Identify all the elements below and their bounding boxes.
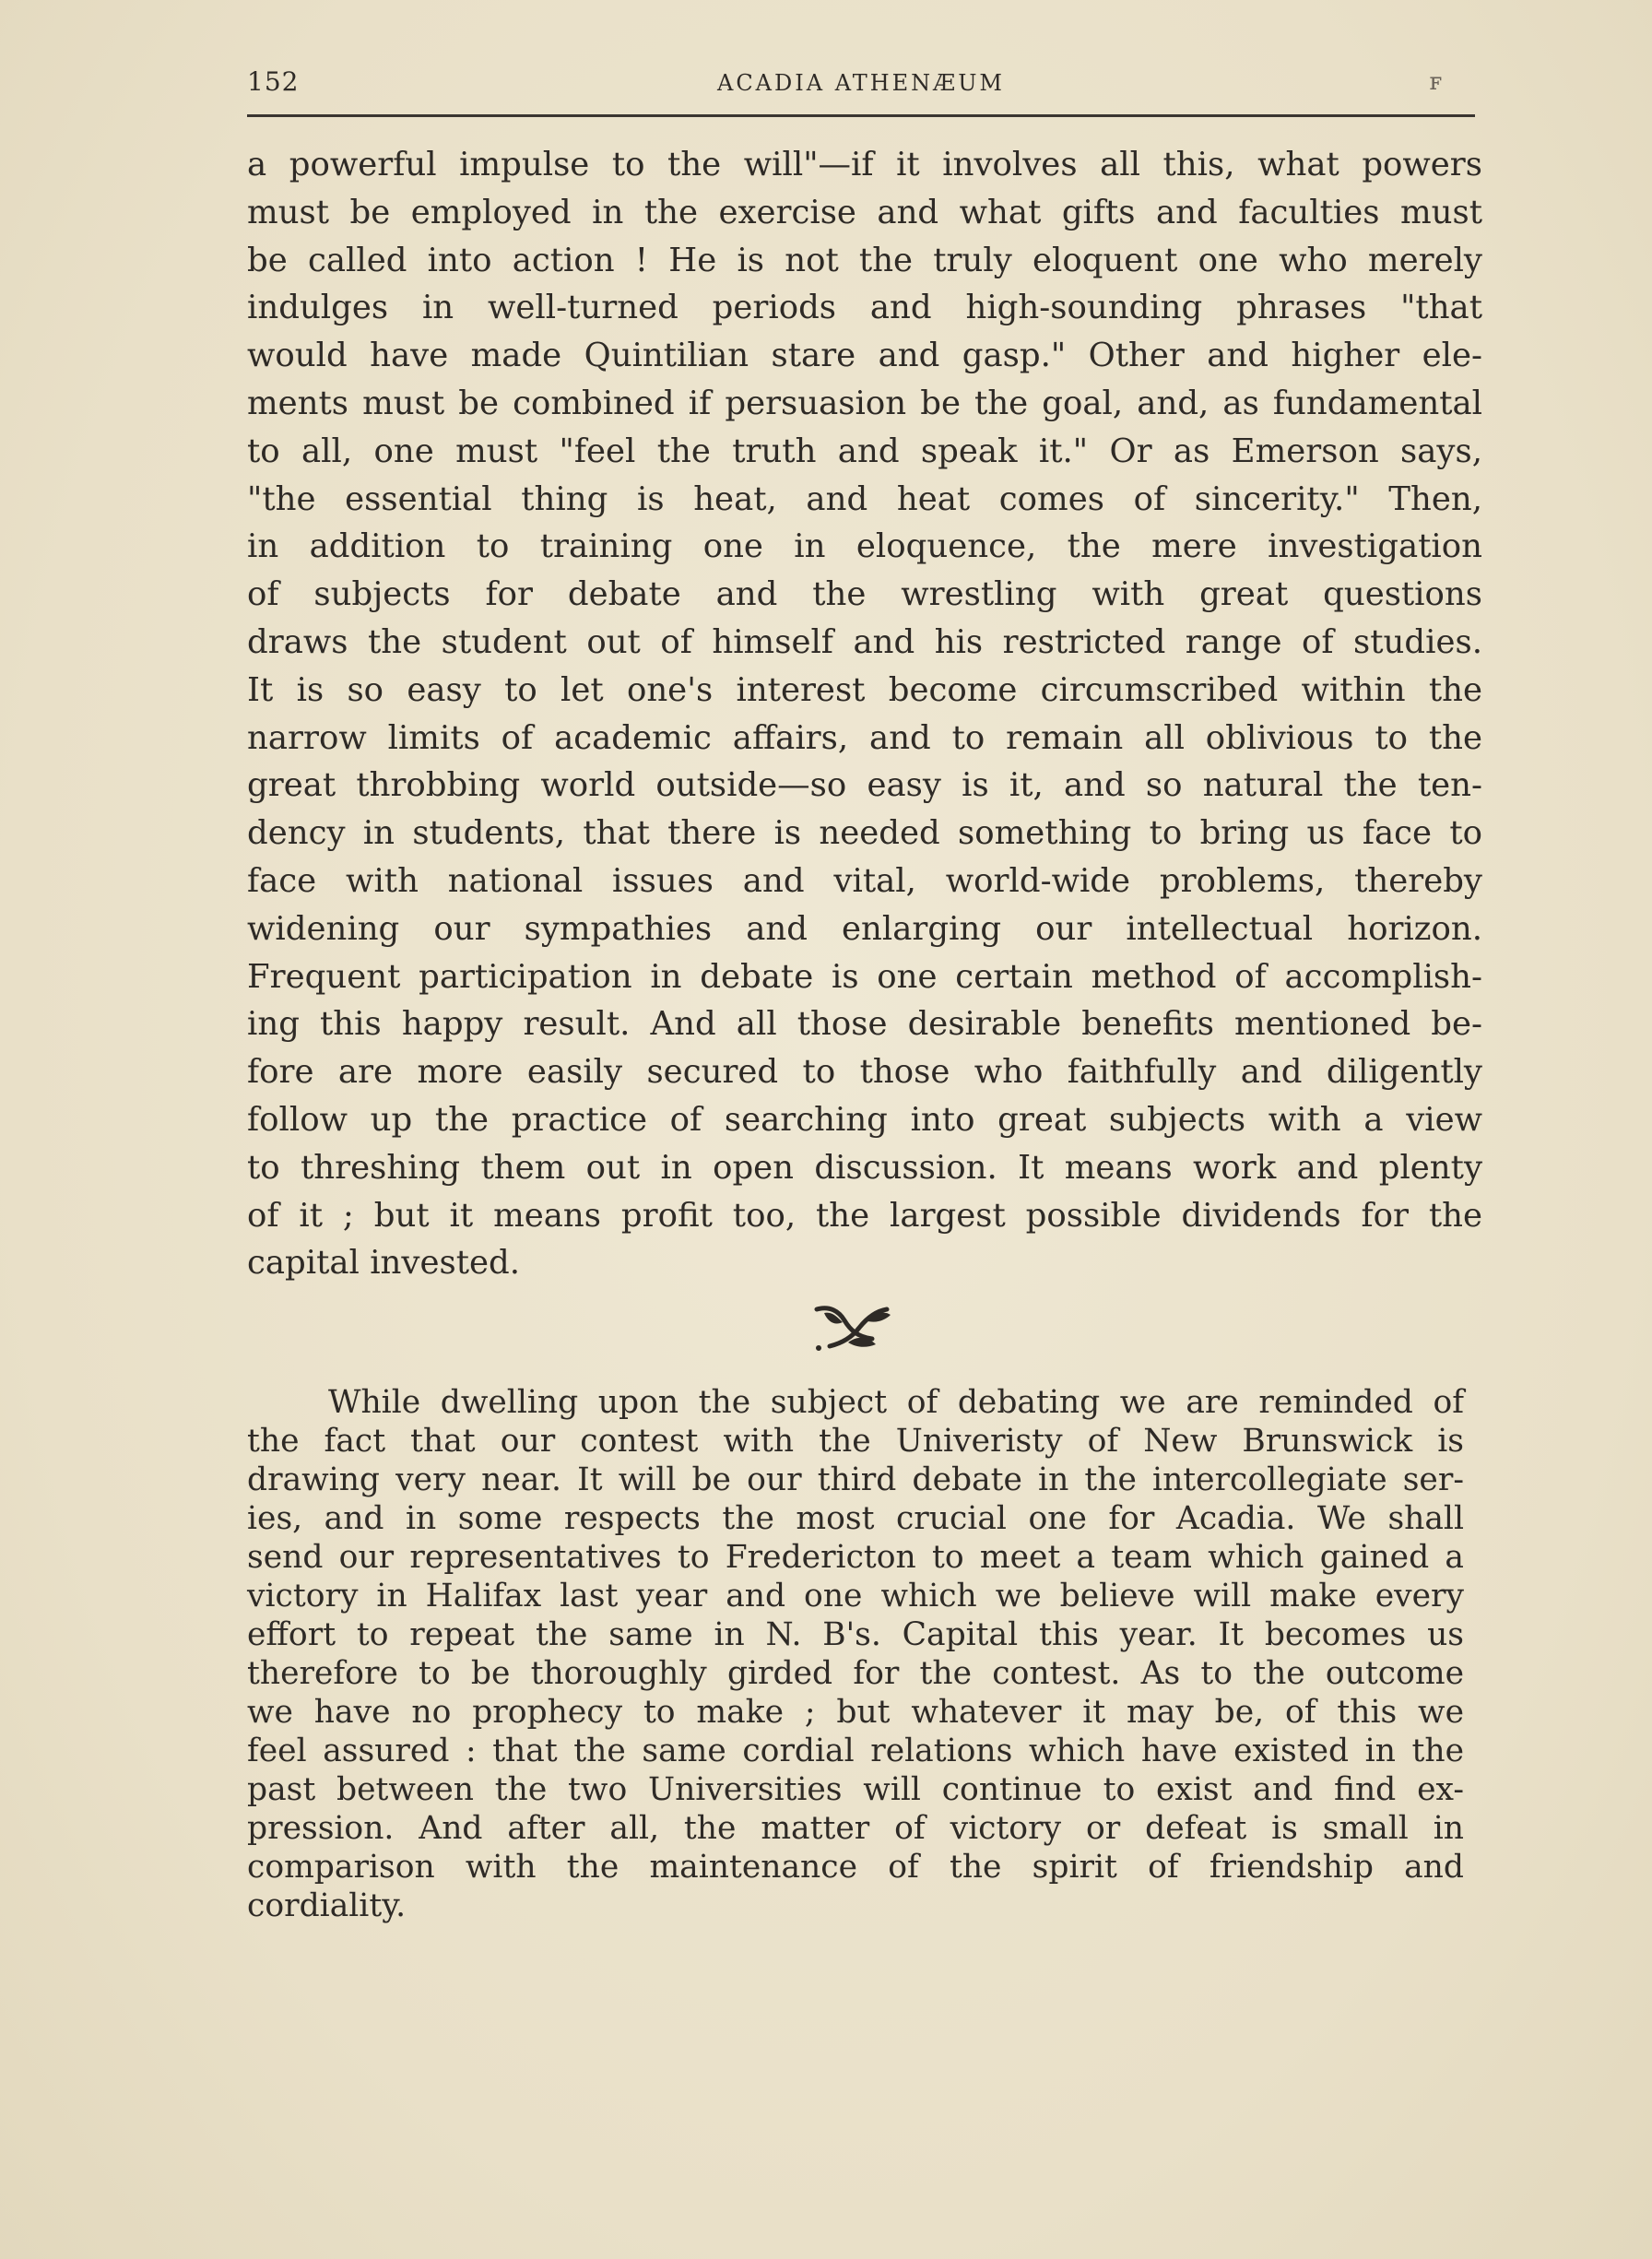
text-line: ies, and in some respects the most crucial one for Acadia. We shall	[247, 1500, 1464, 1537]
text-line: the fact that our contest with the Univeristy of New Brunswick is	[247, 1423, 1464, 1460]
text-line: follow up the practice of searching into great subjects with a view	[247, 1100, 1482, 1139]
text-line: "the essential thing is heat, and heat comes of sincerity." Then,	[247, 479, 1482, 518]
fleuron-ornament-icon	[808, 1302, 896, 1357]
text-line: comparison with the maintenance of the spirit of friendship and	[247, 1849, 1464, 1886]
page-header	[247, 66, 1475, 117]
page-number: 152	[247, 66, 300, 97]
text-line: narrow limits of academic affairs, and to remain all oblivious to the	[247, 718, 1482, 757]
corner-mark: ꜰ	[1429, 68, 1442, 96]
text-line: we have no prophecy to make ; but whatever it may be, of this we	[247, 1694, 1464, 1731]
text-line: of subjects for debate and the wrestling with great questions	[247, 575, 1482, 614]
text-line: draws the student out of himself and his restricted range of studies.	[247, 622, 1482, 661]
text-line: ing this happy result. And all those desirable benefits mentioned be-	[247, 1005, 1482, 1044]
text-line: victory in Halifax last year and one which we believe will make every	[247, 1578, 1464, 1614]
text-line: in addition to training one in eloquence, the mere investigation	[247, 527, 1482, 566]
text-line: dency in students, that there is needed something to bring us face to	[247, 814, 1482, 853]
text-line: great throbbing world outside—so easy is it, and so natural the ten-	[247, 766, 1482, 805]
text-line: While dwelling upon the subject of debating we are reminded of	[328, 1384, 1464, 1421]
text-line: would have made Quintilian stare and gasp." Other and higher ele-	[247, 337, 1482, 375]
text-line: past between the two Universities will continue to exist and find ex-	[247, 1771, 1464, 1808]
text-line: Frequent participation in debate is one certain method of accomplish-	[247, 957, 1482, 996]
text-line: capital invested.	[247, 1244, 520, 1283]
text-line: indulges in well-turned periods and high-sounding phrases "that	[247, 289, 1482, 327]
text-line: to threshing them out in open discussion. It means work and plenty	[247, 1148, 1482, 1187]
running-head: ACADIA ATHENÆUM	[716, 70, 1005, 96]
text-line: must be employed in the exercise and what gifts and faculties must	[247, 193, 1482, 231]
paragraph-debate-benefits	[247, 141, 1482, 1287]
text-line: therefore to be thoroughly girded for the contest. As to the outcome	[247, 1655, 1464, 1692]
text-line: fore are more easily secured to those who faithfully and diligently	[247, 1053, 1482, 1092]
text-line: be called into action ! He is not the truly eloquent one who merely	[247, 241, 1482, 279]
text-line: drawing very near. It will be our third debate in the intercollegiate ser-	[247, 1461, 1464, 1498]
text-line: to all, one must "feel the truth and speak it." Or as Emerson says,	[247, 432, 1482, 470]
paragraph-upcoming-debate	[247, 1383, 1464, 1925]
text-line: cordiality.	[247, 1887, 407, 1924]
text-line: effort to repeat the same in N. B's. Capital this year. It becomes us	[247, 1616, 1464, 1653]
text-line: pression. And after all, the matter of victory or defeat is small in	[247, 1810, 1464, 1847]
text-line: send our representatives to Fredericton to meet a team which gained a	[247, 1539, 1464, 1576]
text-line: ments must be combined if persuasion be the goal, and, as fundamental	[247, 384, 1482, 422]
text-line: a powerful impulse to the will"—if it involves all this, what powers	[247, 146, 1482, 183]
text-line: of it ; but it means profit too, the largest possible dividends for the	[247, 1196, 1482, 1235]
text-line: feel assured : that the same cordial relations which have existed in the	[247, 1733, 1464, 1769]
text-line: It is so easy to let one's interest become circumscribed within the	[247, 670, 1482, 709]
text-line: face with national issues and vital, world-wide problems, thereby	[247, 861, 1482, 900]
text-line: widening our sympathies and enlarging our intellectual horizon.	[247, 909, 1482, 948]
